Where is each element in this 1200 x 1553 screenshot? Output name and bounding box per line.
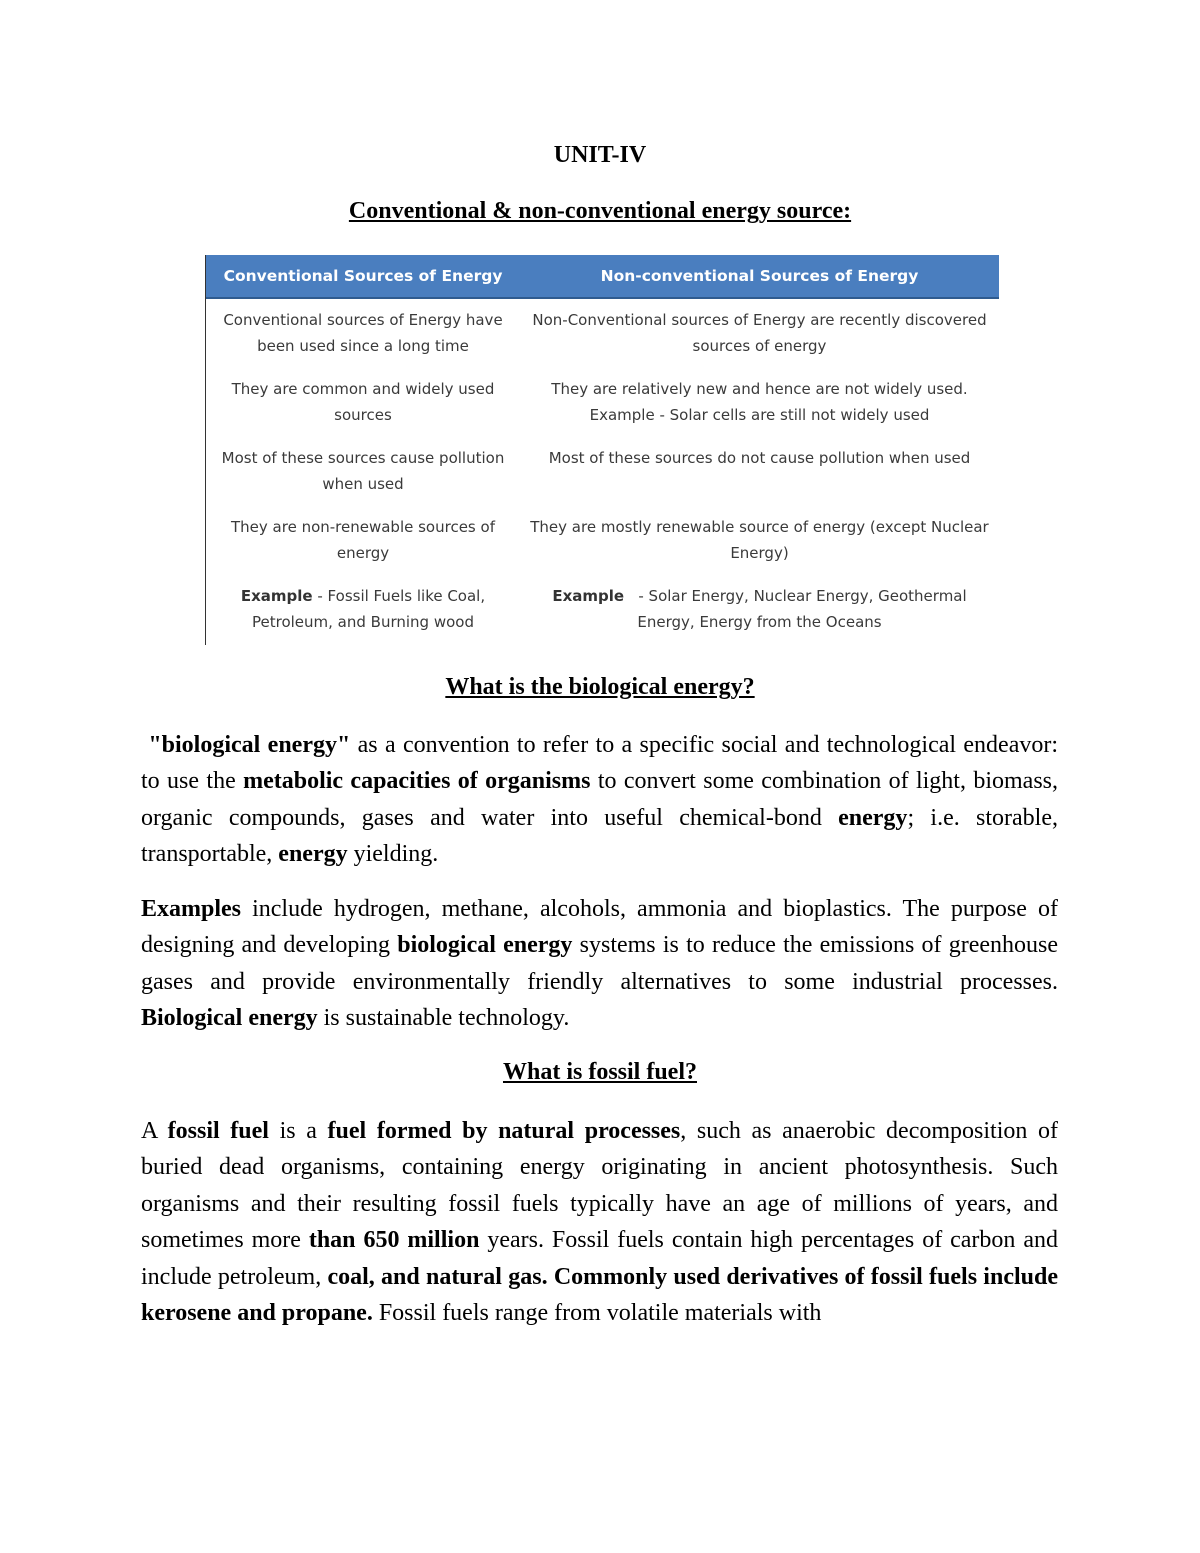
heading-fossil-fuel: What is fossil fuel? <box>502 1059 697 1085</box>
table-cell: Non-Conventional sources of Energy are recently discovered sources of energy <box>532 311 987 355</box>
table-cell: They are non-renewable sources of energy <box>231 518 495 562</box>
biological-energy-paragraph <box>141 727 1058 873</box>
bold-term: Examples <box>141 896 242 922</box>
table-row-example <box>206 583 999 652</box>
table-cell-example-nonconventional <box>520 583 999 652</box>
text-run: systems is to reduce the emissions of greenhouse gases and provide environmentally friendly alternatives to some industrial processes. <box>141 932 1058 995</box>
fossil-fuel-paragraph <box>141 1113 1058 1331</box>
bold-term: fuel formed by natural processes <box>327 1118 681 1144</box>
bold-term: biological energy <box>397 932 573 959</box>
text-run: ; i.e. storable, transportable, <box>141 804 1058 868</box>
text-run: is sustainable technology. <box>317 1005 570 1032</box>
text-run: years. Fossil fuels contain high percentages of carbon and include petroleum, <box>141 1227 1059 1290</box>
table-row <box>206 445 999 514</box>
example-label: Example <box>552 587 625 605</box>
header-nonconventional: Non-conventional Sources of Energy <box>600 267 919 285</box>
table-header <box>206 255 999 299</box>
text-run: A <box>141 1118 168 1144</box>
table-cell: They are mostly renewable source of energy (except Nuclear Energy) <box>530 518 989 562</box>
bold-term: energy <box>278 841 348 868</box>
text-run: yielding. <box>347 841 439 868</box>
table-cell: They are relatively new and hence are not widely used. Example - Solar cells are still not widely used <box>551 380 968 424</box>
table-row <box>206 307 999 376</box>
bold-term: "biological energy" <box>148 732 351 758</box>
text-run: include hydrogen, methane, alcohols, ammonia and bioplastics. The purpose of designing and developing <box>141 896 1058 959</box>
heading-energy-sources: Conventional & non-conventional energy source: <box>348 198 852 224</box>
bold-term: metabolic capacities of organisms <box>243 768 591 795</box>
example-conventional-text: - Fossil Fuels like Coal, Petroleum, and Burning wood <box>252 587 486 631</box>
bold-term: energy <box>838 804 908 831</box>
table-row <box>206 514 999 583</box>
text-run: , such as anaerobic decomposition of buried dead organisms, containing energy originating in ancient photosynthesis. Such organisms and their resulting fossil fuels typically have an age of millions of years, and sometimes more <box>141 1118 1058 1254</box>
table-cell: They are common and widely used sources <box>231 380 495 424</box>
text-run: is a <box>268 1118 328 1144</box>
text-run: Fossil fuels range from volatile materials with <box>372 1300 822 1327</box>
bold-term: than 650 million <box>308 1227 480 1254</box>
bold-term: coal, and natural gas. Commonly used derivatives of fossil fuels include kerosene and propane. <box>141 1263 1058 1327</box>
example-nonconventional-text: - Solar Energy, Nuclear Energy, Geothermal Energy, Energy from the Oceans <box>624 587 972 631</box>
examples-paragraph <box>141 891 1058 1037</box>
table-row <box>206 376 999 445</box>
bold-term: fossil fuel <box>167 1118 269 1144</box>
bold-term: Biological energy <box>141 1005 318 1032</box>
table-cell: Conventional sources of Energy have been used since a long time <box>223 311 503 355</box>
heading-biological-energy: What is the biological energy? <box>445 674 755 700</box>
unit-title: UNIT-IV <box>553 142 647 168</box>
text-run: as a convention to refer to a specific social and technological endeavor: to use the <box>141 732 1059 795</box>
text-run: to convert some combination of light, biomass, organic compounds, gases and water into useful chemical-bond <box>141 768 1059 831</box>
energy-comparison-table <box>205 255 999 645</box>
header-conventional: Conventional Sources of Energy <box>223 267 503 285</box>
table-cell-example-conventional <box>206 583 520 652</box>
table-cell: Most of these sources do not cause pollution when used <box>548 449 971 467</box>
table-cell: Most of these sources cause pollution when used <box>221 449 505 493</box>
example-label: Example <box>240 587 313 605</box>
